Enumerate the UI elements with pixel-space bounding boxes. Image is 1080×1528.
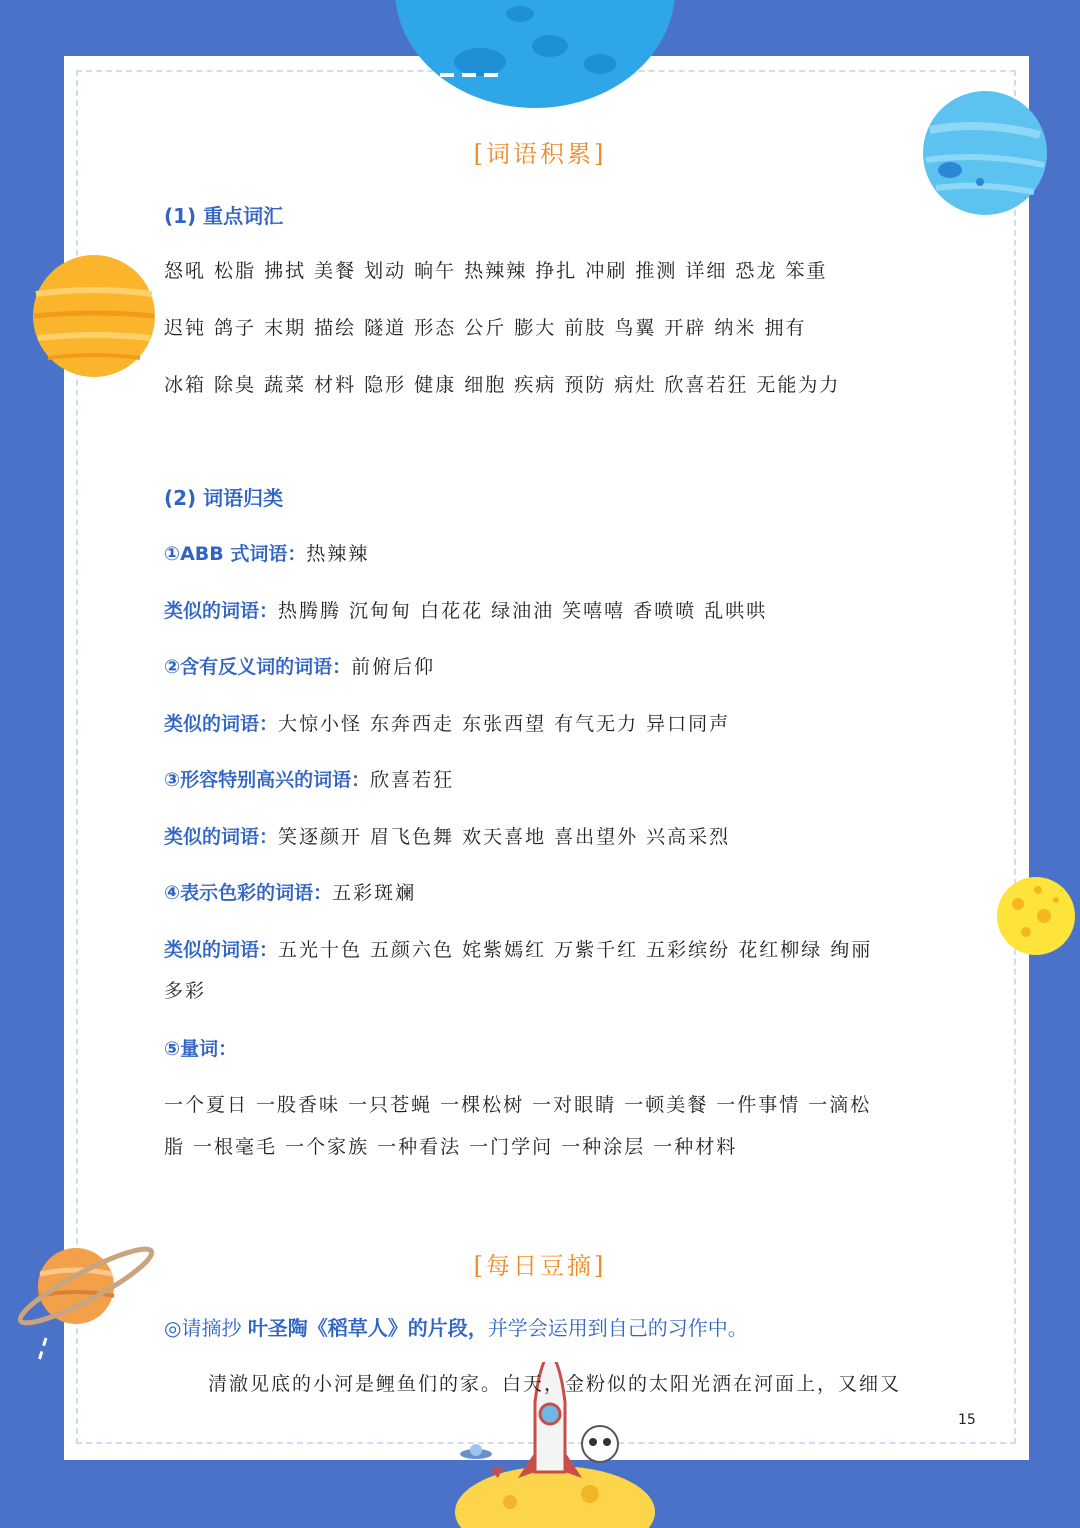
abb-similar-row bbox=[164, 596, 767, 623]
orange-planet-icon bbox=[32, 254, 158, 380]
measure-words-heading-row bbox=[164, 1034, 237, 1061]
vocab-line-1: 怒吼 松脂 拂拭 美餐 划动 晌午 热辣辣 挣扎 冲刷 推测 详细 恐龙 笨重 bbox=[164, 260, 828, 282]
similar-words-label: 类似的词语： bbox=[164, 600, 279, 622]
antonym-words-label: ②含有反义词的词语： bbox=[164, 656, 352, 678]
excerpt-paragraph: 清澈见底的小河是鲤鱼们的家。白天，金粉似的太阳光洒在河面上，又细又 bbox=[208, 1373, 902, 1395]
color-words-row bbox=[164, 878, 416, 905]
abb-words-label: ①ABB 式词语： bbox=[164, 543, 307, 565]
abb-words-row bbox=[164, 539, 369, 566]
similar-words-text: 热腾腾 沉甸甸 白花花 绿油油 笑嘻嘻 香喷喷 乱哄哄 bbox=[278, 600, 768, 622]
section-title-daily-excerpt: [每日豆摘] bbox=[473, 1252, 607, 1280]
color-similar-row bbox=[164, 935, 872, 962]
antonym-similar-row bbox=[164, 709, 730, 736]
happy-words-label: ③形容特别高兴的词语： bbox=[164, 769, 371, 791]
happy-words-row bbox=[164, 765, 454, 792]
color-words-label: ④表示色彩的词语： bbox=[164, 882, 333, 904]
antonym-words-row bbox=[164, 652, 435, 679]
happy-words-text: 欣喜若狂 bbox=[370, 769, 455, 791]
key-vocabulary-heading: (1) 重点词汇 bbox=[164, 204, 284, 228]
task-suffix: 并学会运用到自己的习作中。 bbox=[487, 1316, 748, 1340]
abb-words-text: 热辣辣 bbox=[306, 543, 370, 565]
similar-words-text: 五光十色 五颜六色 姹紫嫣红 万紫千红 五彩缤纷 花红柳绿 绚丽 bbox=[278, 939, 873, 961]
antonym-words-text: 前俯后仰 bbox=[351, 656, 436, 678]
measure-words-line-1: 一个夏日 一股香味 一只苍蝇 一棵松树 一对眼睛 一顿美餐 一件事情 一滴松 bbox=[164, 1094, 872, 1116]
color-words-text: 五彩斑斓 bbox=[332, 882, 417, 904]
similar-words-text: 笑逐颜开 眉飞色舞 欢天喜地 喜出望外 兴高采烈 bbox=[278, 826, 731, 848]
section-title-vocabulary: [词语积累] bbox=[473, 140, 607, 168]
similar-words-label: 类似的词语： bbox=[164, 713, 279, 735]
happy-similar-row bbox=[164, 822, 730, 849]
moon-planet-icon bbox=[370, 0, 700, 112]
measure-words-line-2: 脂 一根毫毛 一个家族 一种看法 一门学问 一种涂层 一种材料 bbox=[164, 1136, 738, 1158]
yellow-moon-icon bbox=[996, 876, 1076, 958]
similar-words-label: 类似的词语： bbox=[164, 826, 279, 848]
similar-words-text: 大惊小怪 东奔西走 东张西望 有气无力 异口同声 bbox=[278, 713, 731, 735]
vocab-line-3: 冰箱 除臭 蔬菜 材料 隐形 健康 细胞 疾病 预防 病灶 欣喜若狂 无能为力 bbox=[164, 374, 841, 396]
measure-words-label: ⑤量词： bbox=[164, 1038, 238, 1060]
page-number: 15 bbox=[958, 1412, 976, 1428]
similar-words-label: 类似的词语： bbox=[164, 939, 279, 961]
word-classification-heading: (2) 词语归类 bbox=[164, 486, 284, 510]
color-similar-continuation: 多彩 bbox=[164, 980, 207, 1002]
task-source: 叶圣陶《稻草人》的片段， bbox=[247, 1316, 488, 1340]
task-prefix: ◎请摘抄 bbox=[164, 1316, 242, 1340]
excerpt-task-instruction bbox=[164, 1312, 748, 1341]
vocab-line-2: 迟钝 鸽子 末期 描绘 隧道 形态 公斤 膨大 前肢 鸟翼 开辟 纳米 拥有 bbox=[164, 317, 807, 339]
